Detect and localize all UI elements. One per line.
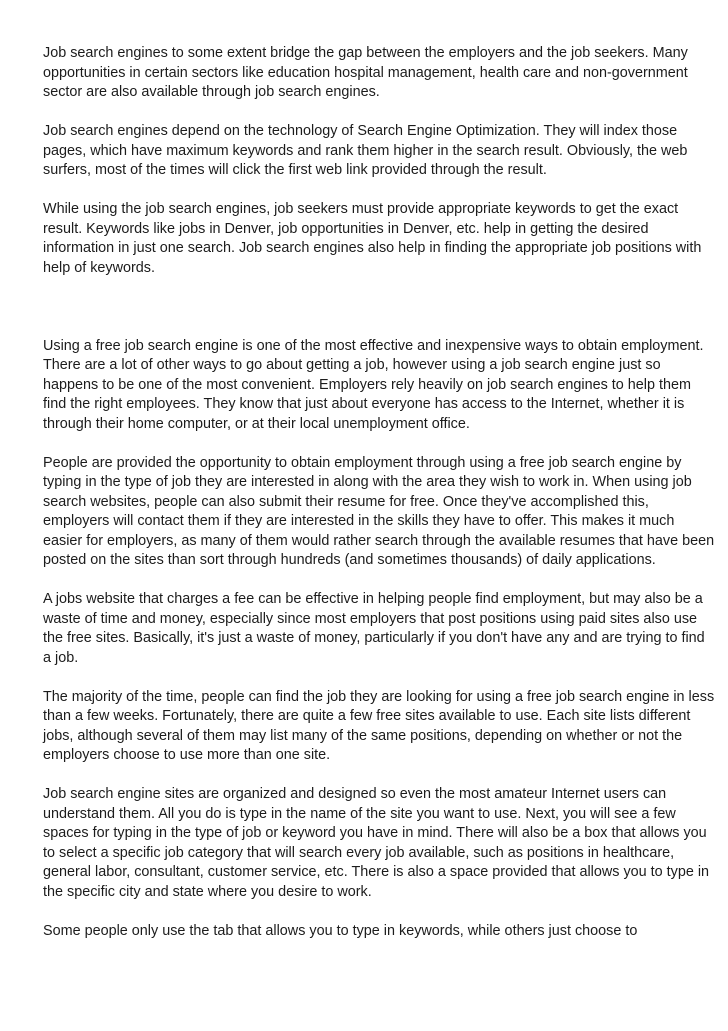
- document-page: [43, 44, 715, 961]
- paragraph-5: People are provided the opportunity to obtain employment through using a free job search engine by typing in the type of job they are interested in along with the area they wish to work in. When using job search websites, people can also submit their resume for free. Once they've accomplished this, employers will contact them if they are interested in the skills they have to offer. This makes it much easier for employers, as many of them would rather search through the available resumes that have been posted on the sites than sort through hundreds (and sometimes thousands) of daily applications.: [43, 454, 715, 568]
- section-spacer: [43, 298, 715, 337]
- paragraph-7: The majority of the time, people can find the job they are looking for using a free job search engine in less than a few weeks. Fortunately, there are quite a few free sites available to use. Each site lists different jobs, although several of them may list many of the same positions, depending on whether or not the employers choose to use more than one site.: [43, 688, 715, 763]
- paragraph-1: Job search engines to some extent bridge the gap between the employers and the job seekers. Many opportunities in certain sectors like education hospital management, health care and non-government sector are also available through job search engines.: [43, 45, 688, 100]
- paragraph-2: Job search engines depend on the technology of Search Engine Optimization. They will index those pages, which have maximum keywords and rank them higher in the search result. Obviously, the web surfers, most of the times will click the first web link provided through the result.: [43, 123, 688, 178]
- paragraph-6: A jobs website that charges a fee can be effective in helping people find employment, but may also be a waste of time and money, especially since most employers that post positions using paid sites also use the free sites. Basically, it's just a waste of money, particularly if you don't have any and are trying to find a job.: [43, 591, 705, 666]
- paragraph-4: Using a free job search engine is one of the most effective and inexpensive ways to obtain employment. There are a lot of other ways to go about getting a job, however using a job search engine just so happens to be one of the most convenient. Employers rely heavily on job search engines to help them find the right employees. They know that just about everyone has access to the Internet, whether it is through their home computer, or at their local unemployment office.: [43, 337, 704, 432]
- paragraph-3: While using the job search engines, job seekers must provide appropriate keywords to get the exact result. Keywords like jobs in Denver, job opportunities in Denver, etc. help in getting the desired information in just one search. Job search engines also help in finding the appropriate job positions with help of keywords.: [43, 201, 702, 276]
- paragraph-8: Job search engine sites are organized and designed so even the most amateur Internet users can understand them. All you do is type in the name of the site you want to use. Next, you will see a few spaces for typing in the type of job or keyword you have in mind. There will also be a box that allows you to select a specific job category that will search every job available, such as positions in healthcare, general labor, consultant, customer service, etc. There is also a space provided that allows you to type in the specific city and state where you desire to work.: [43, 786, 710, 900]
- paragraph-9: Some people only use the tab that allows you to type in keywords, while others just choose to: [43, 922, 638, 939]
